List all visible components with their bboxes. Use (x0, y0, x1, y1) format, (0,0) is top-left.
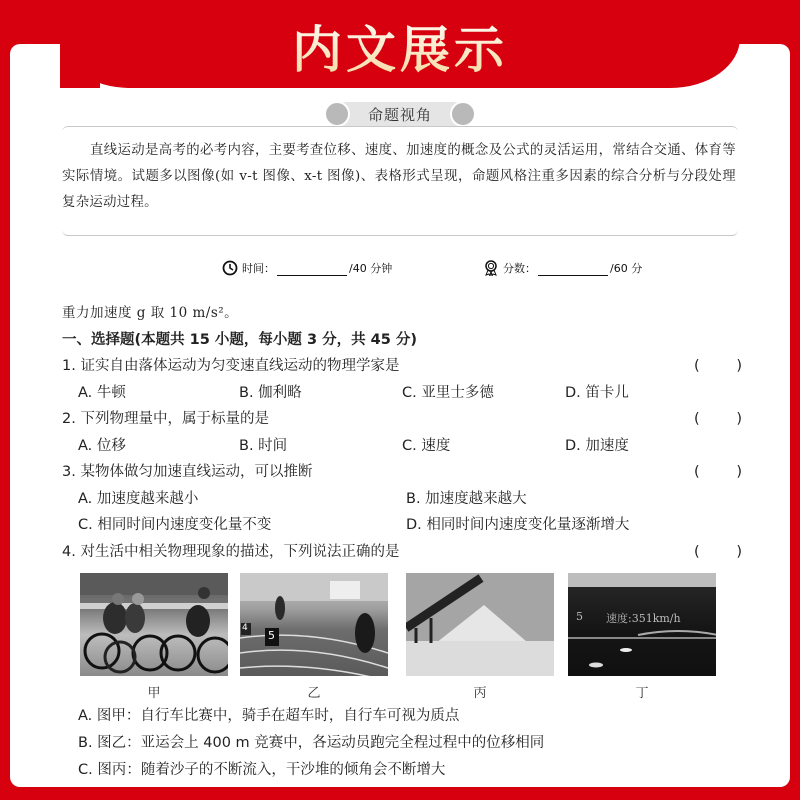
option-a: A. 位移 (78, 437, 126, 454)
question-3-options-row1 (62, 486, 742, 513)
question-stem: 4. 对生活中相关物理现象的描述，下列说法正确的是 (62, 543, 400, 560)
figure-jia (80, 573, 228, 701)
lane-number-4: 4 (242, 623, 248, 633)
question-2-stem (62, 406, 742, 433)
figure-caption: 丁 (635, 686, 649, 701)
section-banner (328, 102, 472, 126)
track-sprint-photo (240, 573, 388, 676)
time-label: 时间： (242, 262, 275, 275)
score-field (483, 260, 642, 276)
section-heading: 一、选择题(本题共 15 小题，每小题 3 分，共 45 分) (62, 331, 417, 348)
option-d: D. 加速度 (565, 437, 629, 454)
option-c: C. 相同时间内速度变化量不变 (78, 517, 272, 533)
figure-ding (568, 573, 716, 701)
answer-blank[interactable]: ( ) (694, 543, 742, 560)
score-total: /60 分 (610, 262, 643, 275)
questions-area (62, 300, 742, 565)
option-b: B. 加速度越来越大 (406, 490, 527, 507)
option-a: A. 加速度越来越小 (78, 490, 199, 507)
exam-meta (0, 260, 800, 282)
question-4-options (78, 703, 544, 784)
question-3-options-row2 (62, 512, 742, 539)
cycling-race-photo (80, 573, 228, 676)
question-2-options (62, 433, 742, 460)
time-total: /40 分钟 (349, 262, 393, 275)
figure-caption: 乙 (307, 686, 321, 701)
option-c: C. 速度 (402, 437, 451, 454)
answer-blank[interactable]: ( ) (694, 358, 742, 374)
speed-display: 速度:351km/h (606, 612, 681, 625)
display-lane: 5 (576, 610, 583, 623)
question-1-options (62, 380, 742, 407)
question-stem: 3. 某物体做匀加速直线运动，可以推断 (62, 464, 313, 480)
medal-icon (483, 260, 499, 276)
figure-caption: 丙 (473, 686, 487, 701)
question-stem: 1. 证实自由落体运动为匀变速直线运动的物理学家是 (62, 358, 400, 374)
option-b: B. 时间 (239, 437, 288, 454)
score-label: 分数： (503, 262, 536, 275)
time-field (222, 260, 392, 276)
question-4-figures (78, 573, 728, 701)
page-title: 内文展示 (0, 10, 800, 82)
question-stem: 2. 下列物理量中，属于标量的是 (62, 411, 269, 427)
answer-blank[interactable]: ( ) (694, 464, 742, 480)
score-blank[interactable] (538, 262, 608, 276)
figure-caption: 甲 (147, 686, 161, 701)
banner-label: 命题视角 (367, 105, 432, 124)
sand-pile-conveyor-photo (406, 573, 554, 676)
option-d: D. 相同时间内速度变化量逐渐增大 (406, 517, 630, 533)
figure-yi (240, 573, 388, 701)
question-4-stem (62, 539, 742, 566)
option-b: B. 图乙：亚运会上 400 m 竞赛中，各运动员跑完全程过程中的位移相同 (78, 735, 545, 751)
option-d: D. 笛卡儿 (565, 384, 629, 401)
answer-blank[interactable]: ( ) (694, 411, 742, 427)
option-a: A. 图甲：自行车比赛中，骑手在超车时，自行车可视为质点 (78, 708, 460, 724)
time-blank[interactable] (277, 262, 347, 276)
train-speed-display-photo (568, 573, 716, 676)
banner-dot-right (450, 101, 476, 127)
option-a: A. 牛顿 (78, 384, 126, 401)
question-3-stem (62, 459, 742, 486)
intro-text: 直线运动是高考的必考内容，主要考查位移、速度、加速度的概念及公式的灵活运用，常结合交通、体育等实际情境。试题多以图像(如 v-t 图像、x-t 图像)、表格形式呈现，命题风格注重多因素的综合分析与分段处理复杂运动过程。 (62, 143, 736, 210)
gravity-note: 重力加速度 g 取 10 m/s²。 (62, 305, 239, 321)
option-c: C. 图丙：随着沙子的不断流入，干沙堆的倾角会不断增大 (78, 762, 446, 778)
option-b: B. 伽利略 (239, 384, 302, 401)
question-1-stem (62, 353, 742, 380)
option-c: C. 亚里士多德 (402, 384, 494, 401)
clock-icon (222, 260, 238, 276)
figure-bing (406, 573, 554, 701)
lane-number-5: 5 (268, 629, 275, 642)
banner-dot-left (324, 101, 350, 127)
